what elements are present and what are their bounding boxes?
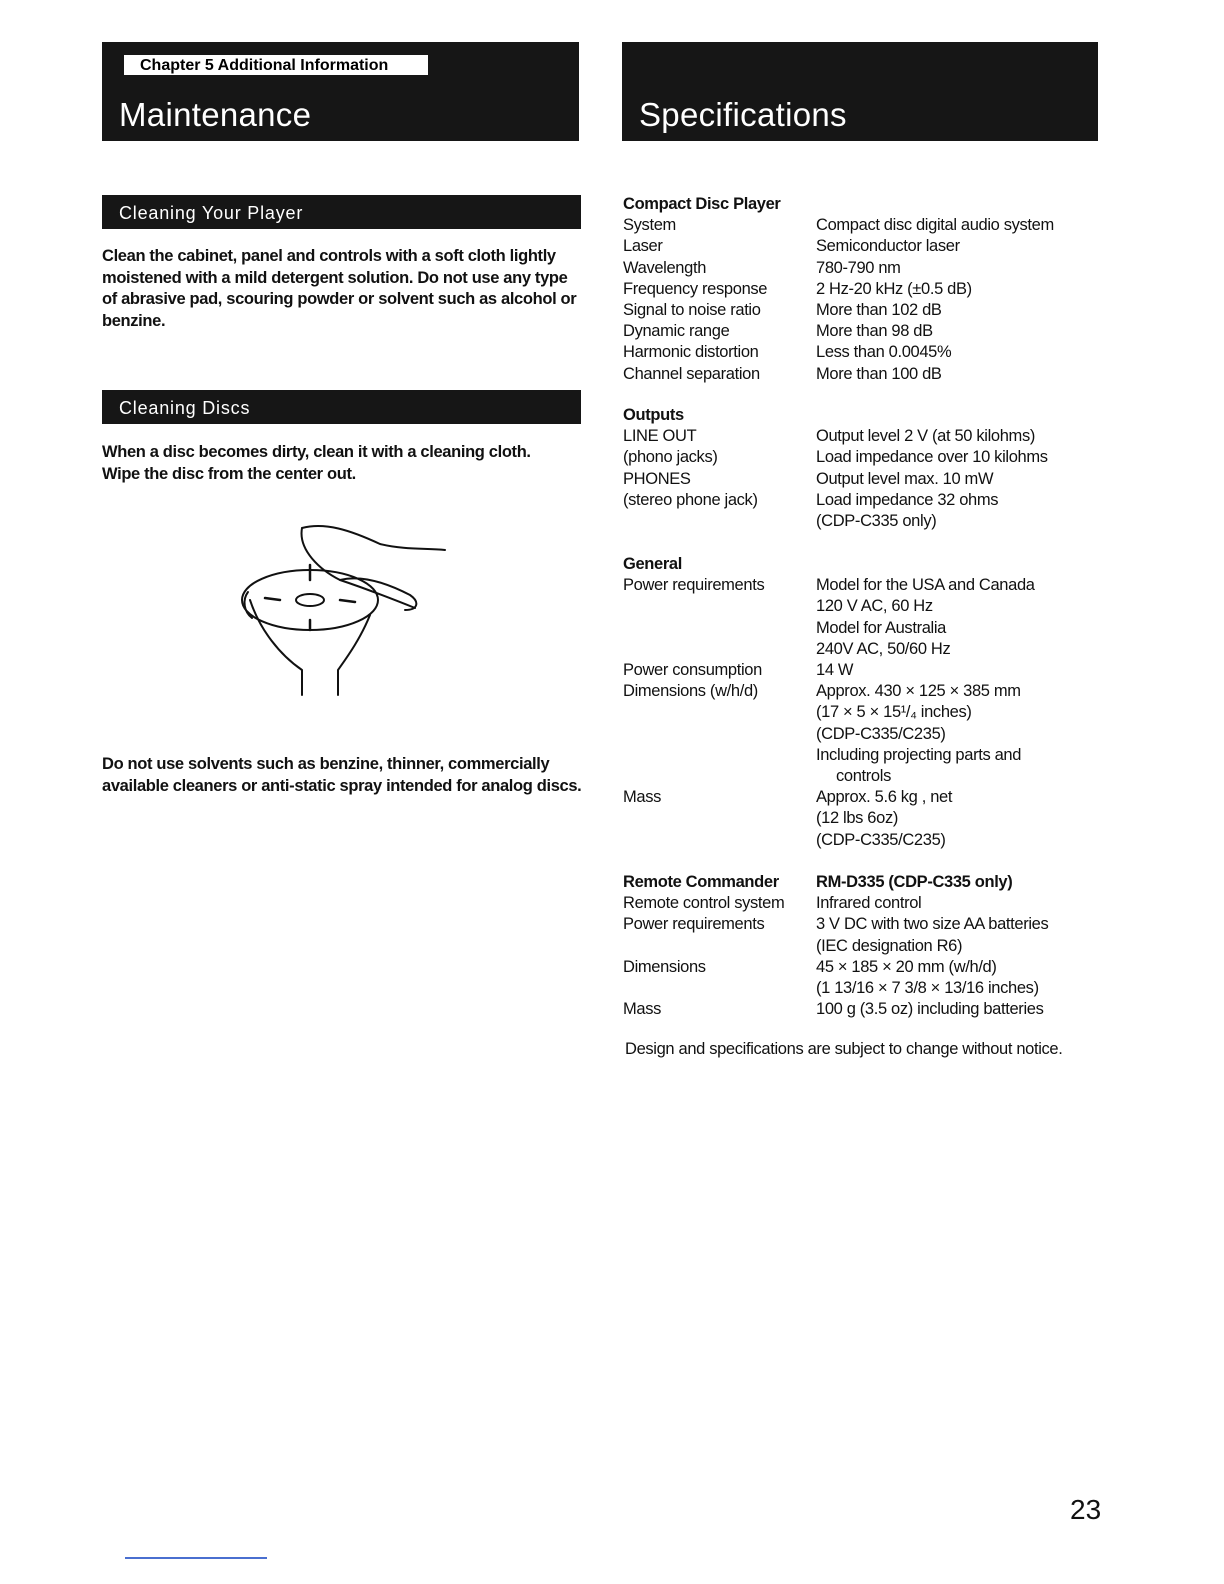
- cd-player-heading: Compact Disc Player: [623, 195, 781, 213]
- general-heading: General: [623, 555, 682, 573]
- spec-outputs: [623, 405, 1123, 532]
- page-number: 23: [1070, 1494, 1102, 1525]
- disc-hole: [296, 594, 324, 606]
- spec-row: Dimensions (w/h/d) Approx. 430 × 125 × 385 mm (17 × 5 × 15¹/₄ inches) (CDP-C335/C235) Including projecting parts and controls: [623, 682, 1022, 786]
- cleaning-player-text: Clean the cabinet, panel and controls with a soft cloth lightly moistened with a mild detergent solution. Do not use any type of abrasive pad, scouring powder or solvent such as alcohol or benzine.: [102, 247, 577, 330]
- spec-row: (CDP-C335 only): [816, 512, 937, 531]
- holding-hand-left: [250, 600, 302, 695]
- specifications-title: Specifications: [639, 96, 847, 133]
- cleaning-discs-heading: Cleaning Discs: [102, 390, 581, 424]
- spec-row: Mass Approx. 5.6 kg , net (12 lbs 6oz) (CDP-C335/C235): [623, 788, 953, 849]
- spec-row: (stereo phone jack) Load impedance 32 ohms: [623, 490, 999, 509]
- remote-model: RM-D335 (CDP-C335 only): [816, 873, 1013, 891]
- spec-row: Channel separation More than 100 dB: [623, 364, 942, 383]
- spec-row: Wavelength 780-790 nm: [623, 258, 901, 277]
- spec-row: Dimensions 45 × 185 × 20 mm (w/h/d) (1 13/16 × 7 3/8 × 13/16 inches): [623, 957, 1039, 998]
- spec-row: System Compact disc digital audio system: [623, 216, 1054, 235]
- spec-row: Remote control system Infrared control: [623, 894, 922, 913]
- spec-row: Power requirements Model for the USA and Canada 120 V AC, 60 Hz Model for Australia 240V AC, 50/60 Hz: [623, 576, 1035, 658]
- spec-cd-player: [623, 194, 1123, 385]
- cleaning-discs-text: When a disc becomes dirty, clean it with a cleaning cloth. Wipe the disc from the center out.: [102, 443, 531, 483]
- disc-cleaning-illustration: [230, 520, 450, 700]
- cleaning-player-heading: Cleaning Your Player: [102, 195, 581, 229]
- spec-row: Dynamic range More than 98 dB: [623, 322, 933, 341]
- spec-row: Signal to noise ratio More than 102 dB: [623, 301, 942, 320]
- spec-remote: [623, 872, 1123, 1020]
- cleaning-hand-top: [302, 526, 445, 550]
- spec-row: (phono jacks) Load impedance over 10 kilohms: [623, 448, 1048, 467]
- maintenance-title: Maintenance: [119, 96, 312, 133]
- wipe-direction-arrows: [265, 565, 355, 630]
- chapter-tab: Chapter 5 Additional Information: [120, 55, 428, 75]
- outputs-heading: Outputs: [623, 406, 684, 424]
- spec-general: [623, 554, 1123, 851]
- specifications-banner: [622, 42, 1098, 141]
- remote-heading: Remote Commander: [623, 873, 779, 891]
- spec-row: Power consumption 14 W: [623, 661, 854, 680]
- spec-row: PHONES Output level max. 10 mW: [623, 469, 994, 488]
- spec-row: Laser Semiconductor laser: [623, 237, 960, 256]
- specifications-note: Design and specifications are subject to change without notice.: [625, 1040, 1063, 1058]
- footer-rule: [125, 1557, 267, 1559]
- spec-row: [623, 872, 1123, 893]
- solvent-warning: Do not use solvents such as benzine, thinner, commercially available cleaners or anti-static spray intended for analog discs.: [102, 755, 582, 795]
- maintenance-banner: [102, 42, 579, 141]
- spec-row: Harmonic distortion Less than 0.0045%: [623, 343, 952, 362]
- spec-row: Power requirements 3 V DC with two size AA batteries (IEC designation R6): [623, 915, 1049, 955]
- spec-row: Frequency response 2 Hz-20 kHz (±0.5 dB): [623, 279, 972, 298]
- spec-row: Mass 100 g (3.5 oz) including batteries: [623, 1000, 1044, 1019]
- spec-row: LINE OUT Output level 2 V (at 50 kilohms): [623, 427, 1035, 446]
